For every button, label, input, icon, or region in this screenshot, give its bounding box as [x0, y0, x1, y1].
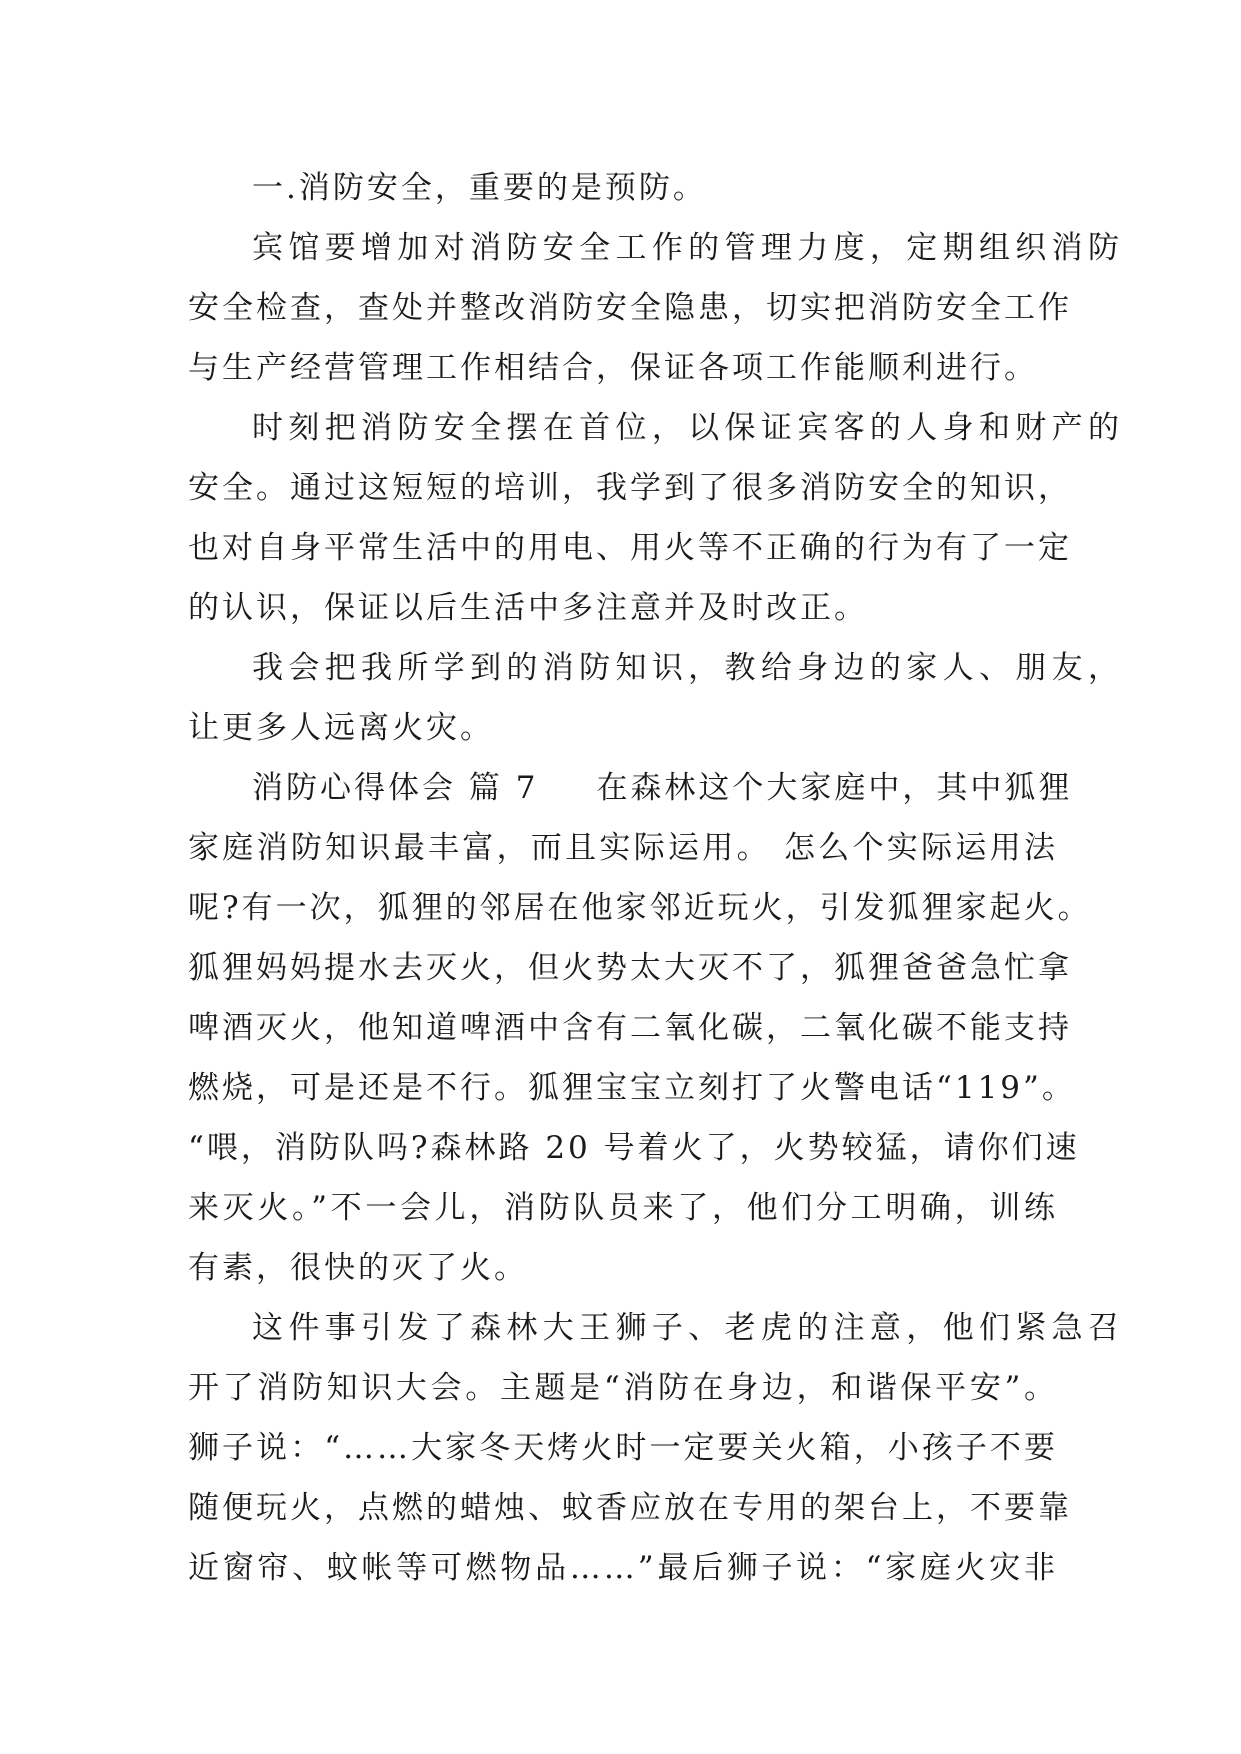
text-line: 狐狸妈妈提水去灭火，但火势太大灭不了，狐狸爸爸急忙拿: [188, 950, 1072, 986]
text-line: 也对自身平常生活中的用电、用火等不正确的行为有了一定: [188, 530, 1072, 566]
section-heading: 消防心得体会 篇 7: [252, 770, 539, 806]
text-line: 让更多人远离火灾。: [188, 710, 494, 746]
text-line: 与生产经营管理工作相结合，保证各项工作能顺利进行。: [188, 350, 1038, 386]
text-line: “喂，消防队吗?森林路 20 号着火了，火势较猛，请你们速: [188, 1130, 1080, 1166]
text-line: 安全。通过这短短的培训，我学到了很多消防安全的知识，: [188, 470, 1072, 506]
text-line: 在森林这个大家庭中，其中狐狸: [596, 770, 1073, 806]
text-line: 安全检查，查处并整改消防安全隐患，切实把消防安全工作: [188, 290, 1072, 326]
text-line: 有素，很快的灭了火。: [188, 1250, 528, 1286]
text-line: 随便玩火，点燃的蜡烛、蚊香应放在专用的架台上，不要靠: [188, 1490, 1072, 1526]
text-line: 开了消防知识大会。主题是“消防在身边，和谐保平安”。: [188, 1370, 1058, 1406]
text-line: 我会把我所学到的消防知识，教给身边的家人、朋友，: [252, 650, 1122, 686]
text-line: 家庭消防知识最丰富，而且实际运用。 怎么个实际运用法: [188, 830, 1058, 866]
text-line: 这件事引发了森林大王狮子、老虎的注意，他们紧急召: [252, 1310, 1122, 1346]
text-line: 啤酒灭火，他知道啤酒中含有二氧化碳，二氧化碳不能支持: [188, 1010, 1072, 1046]
text-line: 来灭火。”不一会儿，消防队员来了，他们分工明确，训练: [188, 1190, 1058, 1226]
text-line: 一.消防安全，重要的是预防。: [252, 170, 707, 206]
section-heading-line: [188, 758, 1073, 818]
text-line: 宾馆要增加对消防安全工作的管理力度，定期组织消防: [252, 230, 1122, 266]
text-line: 时刻把消防安全摆在首位，以保证宾客的人身和财产的: [252, 410, 1122, 446]
document-body: [188, 158, 1122, 1598]
text-line: 近窗帘、蚊帐等可燃物品……”最后狮子说：“家庭火灾非: [188, 1550, 1058, 1586]
text-line: 狮子说：“……大家冬天烤火时一定要关火箱，小孩子不要: [188, 1430, 1058, 1466]
text-line: 呢?有一次，狐狸的邻居在他家邻近玩火，引发狐狸家起火。: [188, 890, 1092, 926]
text-line: 燃烧，可是还是不行。狐狸宝宝立刻打了火警电话“119”。: [188, 1070, 1076, 1106]
text-line: 的认识，保证以后生活中多注意并及时改正。: [188, 590, 868, 626]
